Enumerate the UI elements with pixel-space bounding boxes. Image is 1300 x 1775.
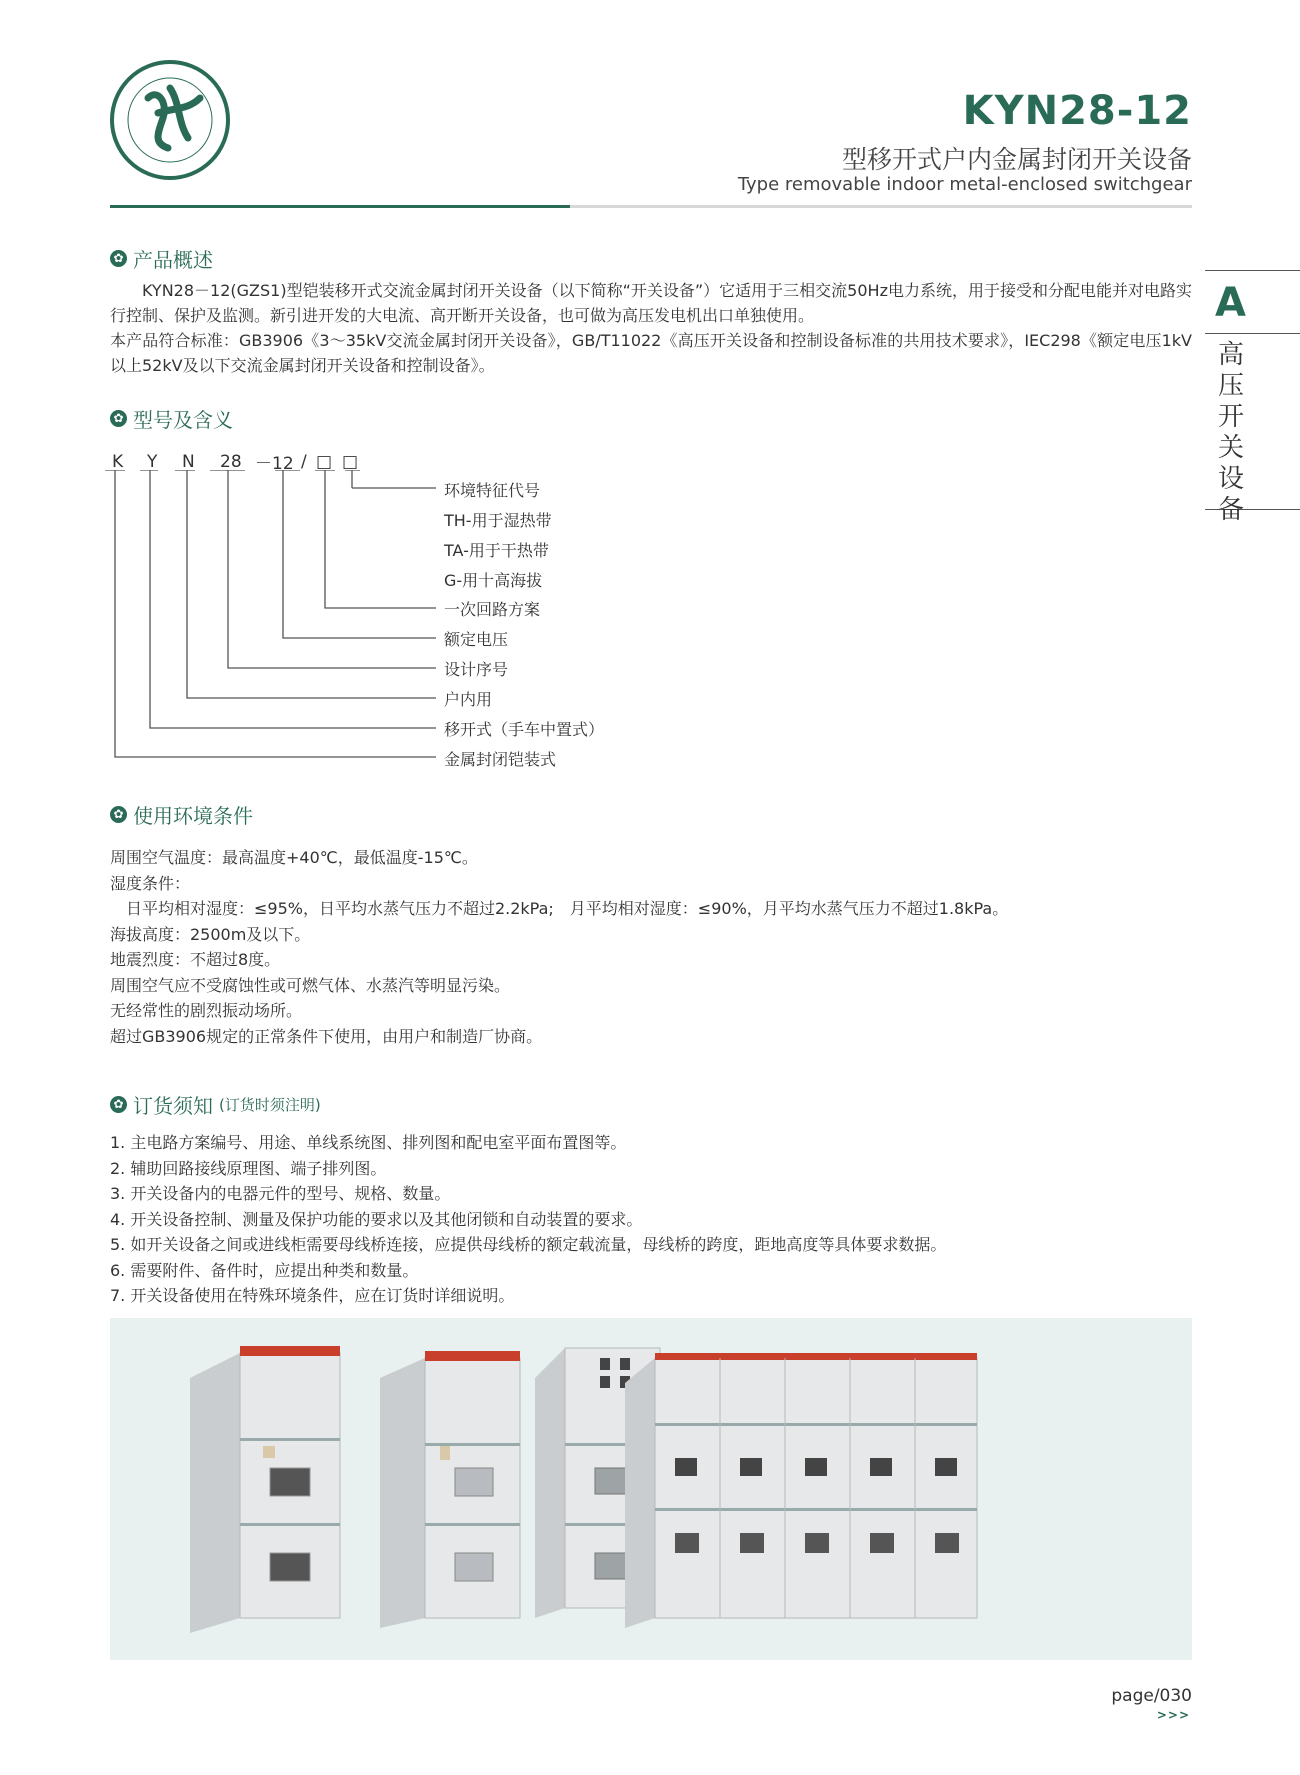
overview-heading (110, 244, 213, 273)
model-label-circuit: 一次回路方案 (444, 600, 541, 619)
product-photo (110, 1318, 1192, 1660)
list-item: 4. 开关设备控制、测量及保护功能的要求以及其他闭锁和自动装置的要求。 (110, 1209, 643, 1229)
list-item: 7. 开关设备使用在特殊环境条件，应在订货时详细说明。 (110, 1286, 515, 1305)
overview-paragraph-1: KYN28－12(GZS1)型铠装移开式交流金属封闭开关设备（以下简称“开关设备”）它适用于三相交流50Hz电力系统，用于接受和分配电能并对电路实行控制、保护及监测。新引进开发的大电流、高开断开关设备，也可做为高压发电机出口单独使用。 (110, 281, 1192, 325)
list-item: 周围空气温度：最高温度+40℃，最低温度-15℃。 (110, 848, 478, 867)
list-item: 3. 开关设备内的电器元件的型号、规格、数量。 (110, 1184, 451, 1203)
side-tab-divider (1205, 333, 1300, 334)
list-item: 无经常性的剧烈振动场所。 (110, 1001, 303, 1020)
model-label-removable: 移开式（手车中置式） (444, 720, 605, 739)
ordering-subheading: (订货时须注明) (219, 1096, 321, 1114)
product-title: KYN28-12 (962, 88, 1192, 134)
list-item: 1. 主电路方案编号、用途、单线系统图、排列图和配电室平面布置图等。 (110, 1133, 627, 1152)
side-tab-letter: A (1215, 280, 1246, 326)
switchgear-cabinet-1 (190, 1346, 340, 1633)
next-page-arrows: >>> (1156, 1708, 1190, 1722)
model-diagram-lines (100, 470, 440, 770)
model-letter-n: N (182, 452, 195, 472)
model-label-armored: 金属封闭铠装式 (444, 750, 557, 769)
environment-heading (110, 800, 253, 829)
overview-heading-text: 产品概述 (133, 248, 213, 272)
model-label-indoor: 户内用 (444, 690, 493, 709)
ordering-heading (110, 1090, 321, 1119)
model-heading (110, 404, 233, 433)
model-heading-text: 型号及含义 (133, 408, 233, 432)
list-item: 湿度条件： (110, 873, 191, 893)
list-item: 周围空气应不受腐蚀性或可燃气体、水蒸汽等明显污染。 (110, 975, 511, 995)
model-letter-slash: / (301, 452, 307, 472)
list-item: 地震烈度：不超过8度。 (110, 950, 281, 969)
model-label-ta: TA-用于干热带 (444, 541, 549, 560)
model-box-2: □ (342, 452, 359, 472)
switchgear-cabinet-row (625, 1353, 977, 1628)
star-icon: ✿ (110, 806, 127, 823)
list-item: 日平均相对湿度：≤95%，日平均水蒸气压力不超过2.2kPa; 月平均相对湿度：≤90%，月平均水蒸气压力不超过1.8kPa。 (110, 899, 1009, 918)
model-letter-12: －12 (255, 454, 294, 474)
environment-heading-text: 使用环境条件 (133, 804, 253, 828)
ordering-list (110, 1130, 1210, 1309)
header-divider (570, 205, 1192, 208)
switchgear-cabinet-2 (380, 1351, 520, 1628)
overview-paragraph-2: 本产品符合标准：GB3906《3～35kV交流金属封闭开关设备》，GB/T11022《高压开关设备和控制设备标准的共用技术要求》，IEC298《额定电压1kV以上52kV及以下交流金属封闭开关设备和控制设备》。 (110, 331, 1192, 375)
list-item: 5. 如开关设备之间或进线柜需要母线桥连接，应提供母线桥的额定载流量，母线桥的跨度，距地高度等具体要求数据。 (110, 1235, 947, 1254)
star-icon: ✿ (110, 250, 127, 267)
model-label-design-no: 设计序号 (444, 660, 509, 679)
model-letter-y: Y (147, 452, 158, 472)
model-label-voltage: 额定电压 (444, 630, 509, 649)
header-divider-accent (110, 205, 570, 208)
list-item: 海拔高度：2500m及以下。 (110, 924, 311, 944)
ordering-heading-text: 订货须知 (133, 1094, 213, 1118)
star-icon: ✿ (110, 410, 127, 427)
product-subtitle-en: Type removable indoor metal-enclosed switchgear (737, 174, 1192, 195)
side-tab-text: 高压开关设备 (1218, 340, 1245, 525)
list-item: 超过GB3906规定的正常条件下使用，由用户和制造厂协商。 (110, 1026, 543, 1046)
model-label-g: G-用十高海拔 (444, 571, 543, 590)
company-logo (108, 58, 232, 182)
model-letter-k: K (112, 452, 124, 472)
environment-list (110, 845, 1210, 1049)
model-letter-28: 28 (220, 452, 242, 472)
product-subtitle-cn: 型移开式户内金属封闭开关设备 (841, 145, 1192, 174)
star-icon: ✿ (110, 1096, 127, 1113)
list-item: 6. 需要附件、备件时，应提出种类和数量。 (110, 1260, 419, 1280)
list-item: 2. 辅助回路接线原理图、端子排列图。 (110, 1158, 387, 1178)
model-label-th: TH-用于湿热带 (444, 511, 552, 530)
model-box-1: □ (316, 452, 333, 472)
model-label-env-code: 环境特征代号 (444, 481, 541, 500)
page-number: page/030 (1111, 1686, 1192, 1706)
